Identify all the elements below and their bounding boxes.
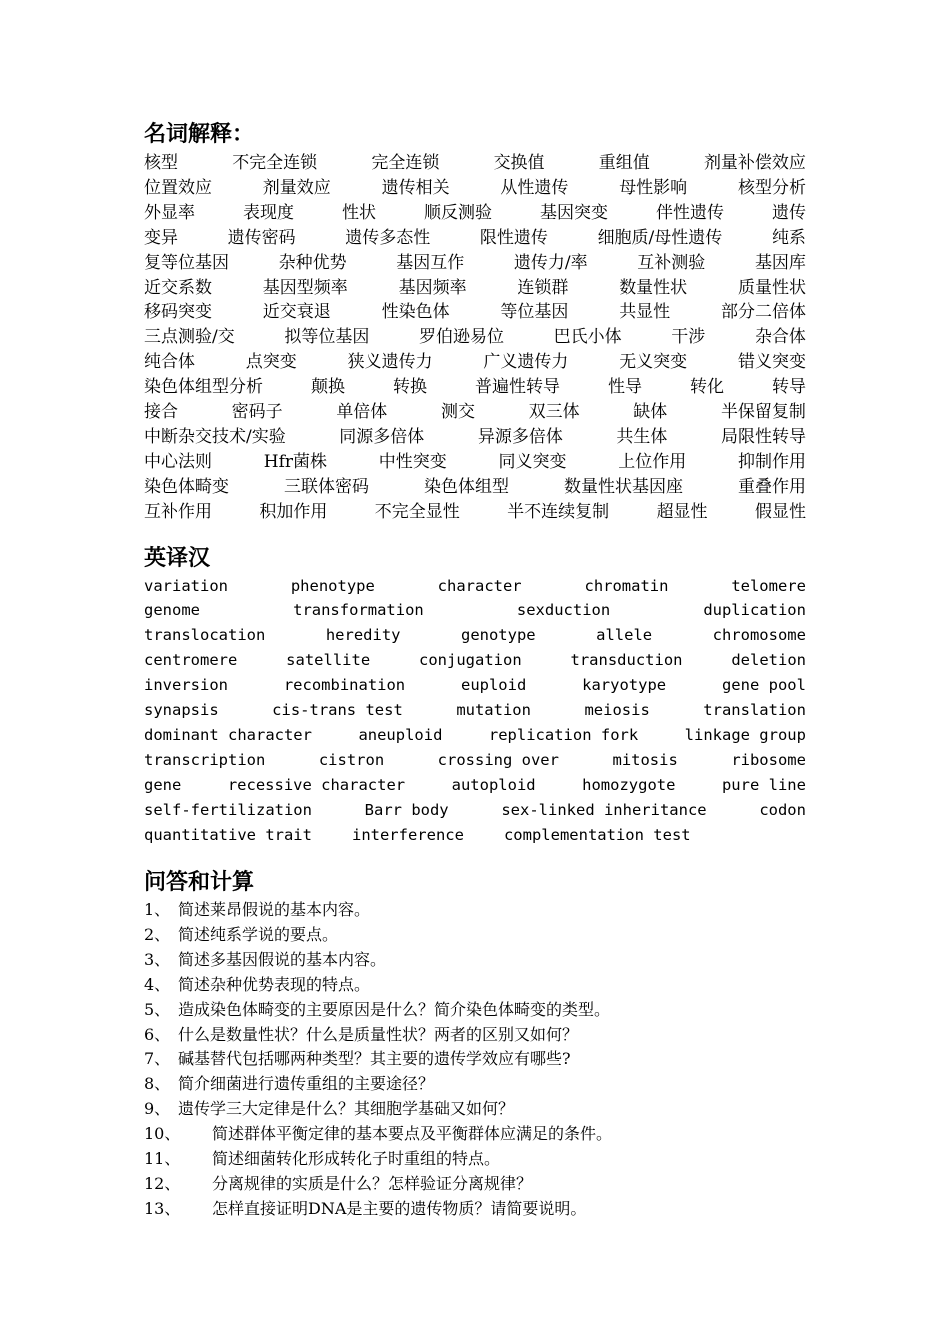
term-item: 性状 <box>342 202 376 223</box>
english-term: transformation <box>293 601 424 620</box>
term-row <box>144 322 806 347</box>
term-item: 中心法则 <box>144 451 212 472</box>
term-item: 三联体密码 <box>284 476 369 497</box>
english-term: gene pool <box>721 676 806 695</box>
english-term: codon <box>759 800 806 819</box>
english-term: translation <box>703 701 806 719</box>
term-item: 母性影响 <box>619 177 688 198</box>
term-item: 巴氏小体 <box>553 327 622 348</box>
term-item: 密码子 <box>231 402 283 422</box>
term-item: 纯系 <box>771 227 806 248</box>
term-item: 不完全显性 <box>374 501 460 522</box>
term-item: 互补测验 <box>637 252 706 273</box>
question-text: 简述莱昂假说的基本内容。 <box>178 900 371 919</box>
term-row <box>144 198 806 223</box>
term-item: 抑制作用 <box>738 451 806 472</box>
english-term: sex-linked inheritance <box>501 800 707 819</box>
term-item: 染色体组型分析 <box>144 377 263 398</box>
question-text: 碱基替代包括哪两种类型？其主要的遗传学效应有哪些? <box>178 1049 571 1069</box>
questions-section-title: 问答和计算 <box>144 870 255 895</box>
term-item: 性导 <box>608 377 642 398</box>
english-row <box>144 573 806 598</box>
term-item: 限性遗传 <box>479 227 548 248</box>
term-item: 转换 <box>393 377 427 398</box>
term-item: 核型分析 <box>737 177 806 198</box>
question-text: 分离规律的实质是什么？怎样验证分离规律？ <box>212 1173 533 1193</box>
term-item: 中断杂交技术/实验 <box>144 426 286 447</box>
term-row <box>144 472 806 497</box>
english-row <box>144 648 806 673</box>
english-term: quantitative trait <box>144 825 312 844</box>
term-item: 转化 <box>690 377 724 398</box>
question-item <box>144 921 806 946</box>
english-term: mitosis <box>612 750 678 769</box>
english-term: replication fork <box>488 725 639 744</box>
question-text: 怎样直接证明DNA是主要的遗传物质？请简要说明。 <box>212 1198 587 1218</box>
term-row <box>144 422 806 447</box>
term-item: 异源多倍体 <box>477 426 563 447</box>
term-row <box>144 148 806 173</box>
term-item: 连锁群 <box>517 277 569 298</box>
english-term: telomere <box>731 576 806 595</box>
term-item: 近交系数 <box>144 277 212 298</box>
question-number: 9、 <box>144 1099 171 1119</box>
question-number: 10、 <box>144 1124 181 1144</box>
english-term: chromosome <box>712 626 806 645</box>
english-row <box>144 797 806 822</box>
term-item: 数量性状基因座 <box>564 476 683 497</box>
term-item: 重组值 <box>598 153 650 173</box>
term-item: 拟等位基因 <box>284 327 370 348</box>
english-term: linkage group <box>684 725 806 744</box>
english-term: mutation <box>456 701 531 719</box>
term-item: 基因突变 <box>540 202 608 223</box>
english-row <box>144 747 806 772</box>
english-row <box>144 673 806 698</box>
term-item: 细胞质/母性遗传 <box>597 227 723 248</box>
question-item <box>144 996 806 1021</box>
term-item: 移码突变 <box>144 302 212 323</box>
terms-section-title: 名词解释： <box>144 122 255 147</box>
term-item: 缺体 <box>633 402 668 422</box>
english-term: self-fertilization <box>144 800 312 819</box>
term-item: 积加作用 <box>259 501 328 522</box>
english-row <box>144 598 806 623</box>
question-item <box>144 971 806 996</box>
english-term: duplication <box>703 601 806 620</box>
english-term: euploid <box>460 676 527 695</box>
term-item: 点突变 <box>245 352 297 373</box>
term-item: 颠换 <box>311 377 345 398</box>
question-item <box>144 1070 806 1095</box>
term-item: 遗传相关 <box>381 177 450 198</box>
english-term: transduction <box>570 651 683 670</box>
term-item: 近交衰退 <box>262 302 331 323</box>
question-text: 简述多基因假说的基本内容。 <box>178 949 387 969</box>
english-row <box>144 623 806 648</box>
term-item: 半不连续复制 <box>507 501 610 522</box>
question-number: 6、 <box>144 1024 171 1044</box>
question-number: 5、 <box>144 999 171 1019</box>
question-number: 8、 <box>144 1074 171 1094</box>
english-term: synapsis <box>144 701 219 719</box>
question-text: 简述细菌转化形成转化子时重组的特点。 <box>212 1149 501 1168</box>
term-item: 核型 <box>144 153 178 173</box>
term-item: 染色体畸变 <box>144 476 229 497</box>
question-number: 4、 <box>144 974 171 994</box>
term-row <box>144 347 806 372</box>
english-section-title: 英译汉 <box>144 546 211 571</box>
term-row <box>144 173 806 198</box>
term-item: 基因频率 <box>398 277 467 298</box>
english-term: recombination <box>283 676 406 695</box>
term-item: 中性突变 <box>378 451 447 472</box>
term-item: 互补作用 <box>144 501 212 522</box>
english-term: centromere <box>144 651 238 670</box>
term-item: 位置效应 <box>144 177 212 198</box>
term-item: 同源多倍体 <box>339 426 425 447</box>
term-row <box>144 273 806 298</box>
english-term: karyotype <box>582 676 667 695</box>
term-item: 剂量效应 <box>262 177 331 198</box>
english-term: interference <box>351 825 464 844</box>
term-item: 转导 <box>772 377 806 398</box>
term-item: 变异 <box>144 227 178 248</box>
question-item <box>144 896 806 921</box>
english-term: heredity <box>325 626 401 645</box>
english-term: gene <box>144 775 182 794</box>
question-number: 7、 <box>144 1049 171 1069</box>
english-term: ribosome <box>731 750 806 769</box>
question-item <box>144 1170 806 1195</box>
english-term: sexduction <box>516 601 611 620</box>
question-item <box>144 1045 806 1070</box>
term-item: 重叠作用 <box>738 476 806 497</box>
term-item: 测交 <box>440 402 475 422</box>
english-row <box>144 772 806 797</box>
question-item <box>144 1195 806 1220</box>
english-term: homozygote <box>582 775 676 794</box>
term-item: 顺反测验 <box>424 202 492 223</box>
term-item: 部分二倍体 <box>720 302 806 323</box>
english-term: genotype <box>460 626 536 645</box>
english-term: pure line <box>721 775 806 794</box>
english-term: variation <box>144 576 228 595</box>
question-number: 12、 <box>144 1173 181 1193</box>
term-item: 接合 <box>144 402 178 422</box>
term-item: 三点测验/交 <box>144 327 235 348</box>
term-item: 遗传力/率 <box>513 252 588 273</box>
question-item <box>144 1095 806 1120</box>
term-item: 遗传密码 <box>227 227 296 248</box>
term-item: 性染色体 <box>381 302 450 323</box>
term-item: 超显性 <box>656 501 708 522</box>
question-number: 13、 <box>144 1198 181 1218</box>
term-item: 等位基因 <box>500 302 569 323</box>
term-item: 遗传 <box>772 202 806 223</box>
english-term: meiosis <box>584 701 650 719</box>
term-item: 从性遗传 <box>500 177 569 198</box>
term-item: 双三体 <box>528 402 580 422</box>
english-term: translocation <box>144 626 266 645</box>
term-item: 局限性转导 <box>720 426 806 447</box>
term-row <box>144 447 806 472</box>
english-row <box>144 722 806 747</box>
term-row <box>144 497 806 522</box>
english-term: aneuploid <box>358 725 443 744</box>
term-item: 单倍体 <box>336 402 388 422</box>
term-item: 质量性状 <box>737 277 806 298</box>
english-term: inversion <box>144 676 228 695</box>
term-item: 基因型频率 <box>262 277 348 298</box>
term-item: 普遍性转导 <box>475 377 560 398</box>
question-text: 什么是数量性状？什么是质量性状？两者的区别又如何？ <box>178 1024 579 1044</box>
english-term: deletion <box>731 651 806 670</box>
term-item: 表现度 <box>243 202 294 223</box>
term-item: 染色体组型 <box>424 476 509 497</box>
english-term: allele <box>596 626 653 645</box>
english-term: phenotype <box>290 576 375 595</box>
term-item: 共生体 <box>616 426 668 447</box>
english-term: complementation test <box>503 825 691 844</box>
term-item: 错义突变 <box>737 352 806 373</box>
term-item: 基因互作 <box>396 252 465 273</box>
question-text: 简述群体平衡定律的基本要点及平衡群体应满足的条件。 <box>212 1124 613 1144</box>
term-item: 半保留复制 <box>720 402 806 422</box>
term-item: 数量性状 <box>619 277 688 298</box>
term-item: 遗传多态性 <box>345 227 431 248</box>
english-term: satellite <box>286 651 371 670</box>
term-row <box>144 397 806 422</box>
question-text: 简述纯系学说的要点。 <box>178 924 339 944</box>
term-item: 干涉 <box>671 327 706 348</box>
term-item: 杂合体 <box>754 327 806 348</box>
term-item: 无义突变 <box>619 352 688 373</box>
term-item: 外显率 <box>144 202 195 223</box>
term-row <box>144 372 806 397</box>
english-row <box>144 698 806 723</box>
term-row <box>144 223 806 248</box>
term-item: 狭义遗传力 <box>347 352 433 373</box>
question-item <box>144 1120 806 1145</box>
term-item: 剂量补偿效应 <box>703 153 806 173</box>
term-item: 交换值 <box>493 153 545 173</box>
english-term: conjugation <box>419 651 522 670</box>
term-item: 罗伯逊易位 <box>419 327 505 348</box>
english-term: genome <box>144 601 200 620</box>
term-item: 假显性 <box>754 501 806 522</box>
question-text: 简介细菌进行遗传重组的主要途径？ <box>178 1074 435 1094</box>
term-item: 共显性 <box>619 302 671 323</box>
question-text: 遗传学三大定律是什么？其细胞学基础又如何？ <box>178 1099 515 1119</box>
english-term: chromatin <box>584 576 669 595</box>
term-row <box>144 248 806 273</box>
question-number: 2、 <box>144 924 171 944</box>
term-item: Hfr菌株 <box>263 451 327 472</box>
question-item <box>144 1145 806 1170</box>
question-item <box>144 946 806 971</box>
term-item: 不完全连锁 <box>232 153 318 173</box>
english-term: Barr body <box>364 800 449 819</box>
english-term: transcription <box>144 750 266 769</box>
term-item: 同义突变 <box>498 451 567 472</box>
english-term: cistron <box>318 750 385 769</box>
question-number: 1、 <box>144 900 171 919</box>
term-item: 伴性遗传 <box>656 202 724 223</box>
term-item: 上位作用 <box>618 451 687 472</box>
term-item: 复等位基因 <box>144 252 229 273</box>
question-text: 简述杂种优势表现的特点。 <box>178 974 371 994</box>
english-term: character <box>437 576 522 595</box>
english-term: cis-trans test <box>272 701 403 719</box>
term-item: 广义遗传力 <box>483 352 569 373</box>
term-item: 基因库 <box>754 252 806 273</box>
term-item: 完全连锁 <box>371 153 440 173</box>
english-row <box>144 822 806 847</box>
english-term: crossing over <box>437 750 559 769</box>
term-item: 杂种优势 <box>278 252 347 273</box>
question-item <box>144 1021 806 1046</box>
english-term: recessive character <box>227 775 406 794</box>
english-term: dominant character <box>144 725 312 744</box>
question-number: 3、 <box>144 949 171 969</box>
term-row <box>144 297 806 322</box>
question-text: 造成染色体畸变的主要原因是什么？简介染色体畸变的类型。 <box>178 999 611 1019</box>
question-number: 11、 <box>144 1149 181 1168</box>
english-term: autoploid <box>451 775 536 794</box>
term-item: 纯合体 <box>144 352 195 373</box>
